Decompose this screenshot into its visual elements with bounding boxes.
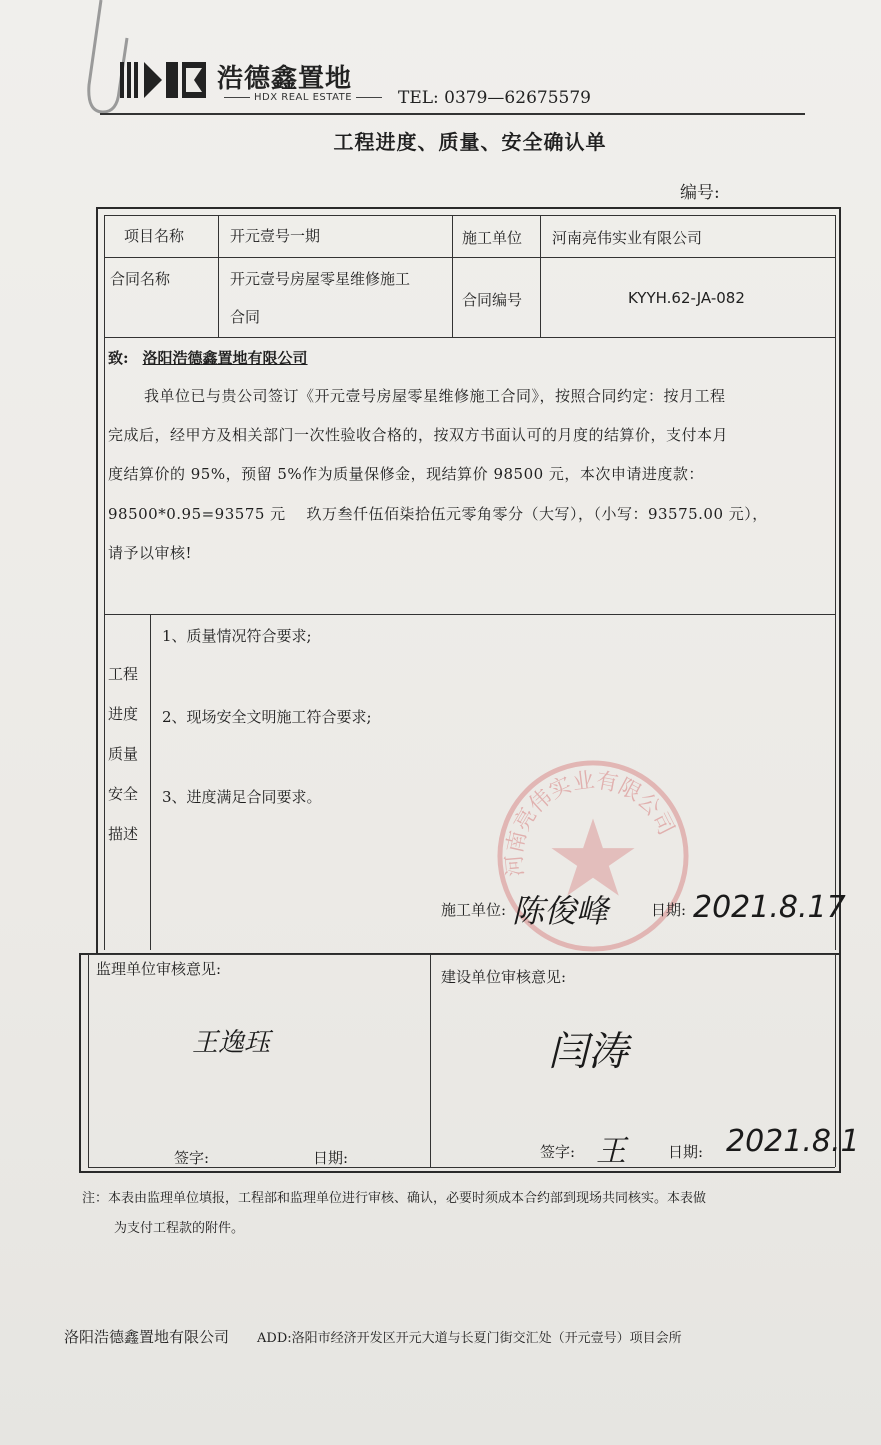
letter-line-3: 度结算价的 95%，预留 5%作为质量保修金，现结算价 98500 元，本次申请进度款： (108, 465, 704, 483)
footnote (82, 1184, 842, 1244)
letter-line-4: 98500*0.95=93575 元 玖万叁仟伍佰柒拾伍元零角零分（大写），（小写：93575.00 元）， (108, 505, 768, 523)
contract-name-label: 合同名称 (110, 270, 171, 288)
document-title: 工程进度、质量、安全确认单 (333, 130, 607, 154)
seal-text: 河南亮伟实业有限公司 (502, 768, 679, 878)
contract-number-value: KYYH.62-JA-082 (628, 289, 745, 307)
letter-line-5: 请予以审核! (108, 544, 193, 562)
section-label-char: 工程 (107, 665, 138, 683)
row-divider (104, 337, 835, 338)
section-label-char: 描述 (107, 825, 138, 843)
section-label-char: 质量 (107, 745, 138, 763)
footnote-line-1: 注：本表由监理单位填报，工程部和监理单位进行审核、确认，必要时须成本合约部到现场共同核实。本表做 (82, 1191, 707, 1206)
contractor-date-label: 日期: (651, 901, 687, 919)
column-divider (150, 614, 151, 950)
owner-sign-label: 签字: (540, 1143, 576, 1161)
footer-address: ADD:洛阳市经济开发区开元大道与长夏门街交汇处（开元壹号）项目会所 (257, 1331, 682, 1346)
addressee-label: 致: (108, 349, 129, 367)
form-frame (96, 207, 841, 955)
telephone: TEL: 0379—62675579 (398, 88, 591, 108)
section-label-char: 安全 (107, 785, 138, 803)
contract-name-value-line1: 开元壹号房屋零星维修施工 (230, 270, 411, 288)
contractor-label: 施工单位 (462, 229, 523, 247)
brand-subtitle: HDX REAL ESTATE (220, 92, 386, 103)
header-divider (100, 113, 805, 115)
row-divider (104, 614, 835, 615)
contractor-signature: 陈俊峰 (512, 892, 609, 930)
addressee-line (108, 347, 308, 368)
description-item: 2、现场安全文明施工符合要求; (162, 708, 372, 726)
owner-opinion-title: 建设单位审核意见: (441, 968, 567, 986)
section-label-char: 进度 (107, 705, 138, 723)
column-divider (218, 215, 219, 337)
contractor-value: 河南亮伟实业有限公司 (552, 229, 703, 247)
table-right-border (835, 215, 836, 950)
contract-name-value-line2: 合同 (230, 308, 261, 326)
table-top-border (104, 215, 835, 216)
owner-signature: 闫涛 (548, 1029, 628, 1075)
project-name-value: 开元壹号一期 (230, 227, 321, 245)
column-divider (430, 954, 431, 1167)
contractor-sign-label: 施工单位: (441, 901, 507, 919)
row-divider (104, 257, 835, 258)
supervision-opinion-title: 监理单位审核意见: (96, 960, 222, 978)
company-logo-icon (118, 58, 210, 102)
supervision-sign-label: 签字: (174, 1149, 210, 1167)
owner-sign-mark: 王 (596, 1134, 626, 1169)
owner-date-label: 日期: (668, 1143, 704, 1161)
brand-name: 浩德鑫置地 (217, 64, 353, 94)
letter-line-2: 完成后，经甲方及相关部门一次性验收合格的，按双方书面认可的月度的结算价，支付本月 (108, 426, 729, 444)
addressee-company: 洛阳浩德鑫置地有限公司 (142, 349, 308, 367)
supervision-date-label: 日期: (313, 1149, 349, 1167)
column-divider (540, 215, 541, 337)
contractor-date: 2021.8.17 (693, 890, 846, 925)
row-divider (88, 954, 835, 955)
supervision-signature: 王逸珏 (192, 1028, 271, 1058)
letter-line-1: 我单位已与贵公司签订《开元壹号房屋零星维修施工合同》，按照合同约定：按月工程 (144, 387, 726, 405)
project-name-label: 项目名称 (124, 227, 185, 245)
contract-number-label: 合同编号 (462, 291, 523, 309)
column-divider (452, 215, 453, 337)
description-item: 1、质量情况符合要求; (162, 627, 312, 645)
footer-company: 洛阳浩德鑫置地有限公司 (64, 1328, 230, 1346)
page-footer (64, 1326, 682, 1347)
owner-date: 2021.8.1 (726, 1124, 860, 1159)
serial-number-label: 编号: (680, 183, 720, 203)
description-item: 3、进度满足合同要求。 (162, 788, 322, 806)
column-divider (88, 954, 89, 1167)
footnote-line-2: 为支付工程款的附件。 (114, 1221, 245, 1236)
